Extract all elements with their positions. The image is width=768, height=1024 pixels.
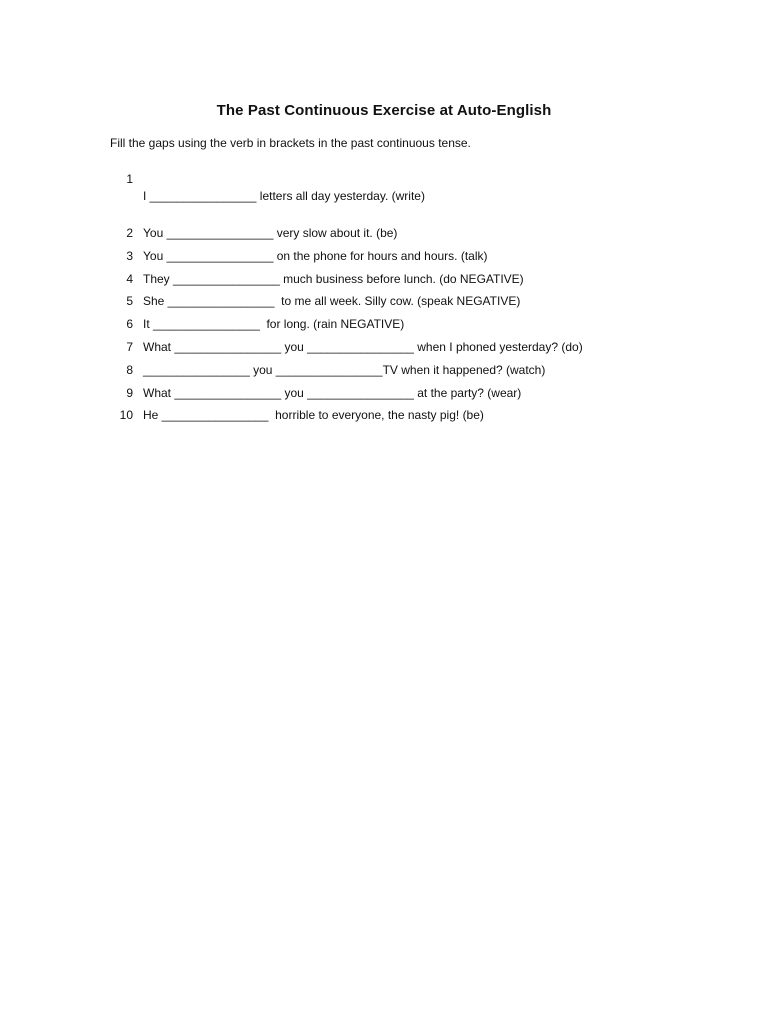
exercise-item <box>110 172 710 226</box>
item-number: 6 <box>126 317 133 332</box>
item-text: What ________________ you ________________ at the party? (wear) <box>143 385 522 400</box>
item-number: 9 <box>126 385 133 400</box>
exercise-item <box>110 386 710 409</box>
item-number: 5 <box>126 294 133 309</box>
item-number: 3 <box>126 248 133 263</box>
item-text: It ________________ for long. (rain NEGATIVE) <box>143 317 405 332</box>
item-text: You ________________ on the phone for hours and hours. (talk) <box>143 248 488 263</box>
item-text: ________________ you ________________TV when it happened? (watch) <box>143 362 546 377</box>
item-number: 10 <box>119 408 133 423</box>
exercise-list <box>110 172 710 431</box>
exercise-item <box>110 249 710 272</box>
exercise-item <box>110 363 710 386</box>
exercise-item <box>110 317 710 340</box>
item-number: 4 <box>126 271 133 286</box>
page-title: The Past Continuous Exercise at Auto-English <box>216 102 552 119</box>
exercise-item <box>110 294 710 317</box>
item-text: They ________________ much business before lunch. (do NEGATIVE) <box>143 271 524 286</box>
item-number: 1 <box>126 172 133 186</box>
exercise-item <box>110 272 710 295</box>
exercise-item <box>110 408 710 431</box>
item-number: 8 <box>126 362 133 377</box>
exercise-item <box>110 226 710 249</box>
item-text: She ________________ to me all week. Silly cow. (speak NEGATIVE) <box>143 294 521 309</box>
item-number: 2 <box>126 226 133 240</box>
item-text: I ________________ letters all day yesterday. (write) <box>143 189 425 203</box>
exercise-item <box>110 340 710 363</box>
instructions-text: Fill the gaps using the verb in brackets in the past continuous tense. <box>110 136 471 150</box>
item-text: He ________________ horrible to everyone, the nasty pig! (be) <box>143 408 484 423</box>
item-text: You ________________ very slow about it. (be) <box>143 226 398 240</box>
item-number: 7 <box>126 339 133 354</box>
item-text: What ________________ you ________________ when I phoned yesterday? (do) <box>143 339 583 354</box>
